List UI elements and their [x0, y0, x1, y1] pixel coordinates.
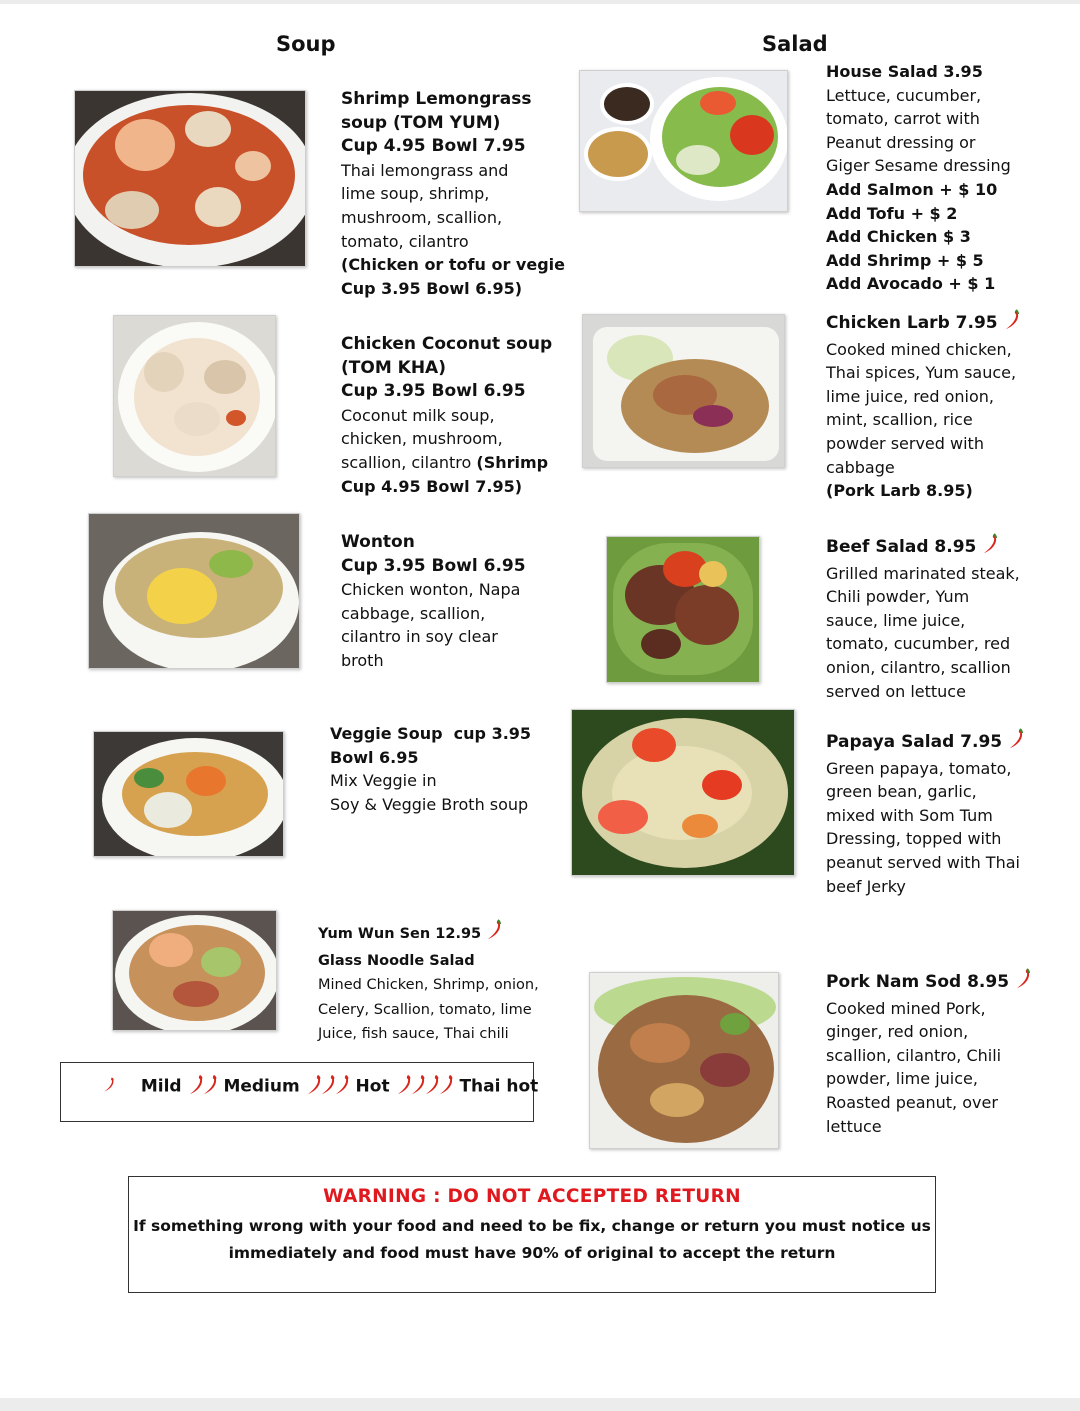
item-note: (Chicken or tofu or vegie: [341, 255, 565, 275]
chili-pepper-icon: [103, 1076, 115, 1097]
menu-item-papaya-salad: [826, 727, 1024, 898]
item-price: Cup 3.95 Bowl 6.95: [341, 555, 526, 576]
menu-item-wonton: [341, 531, 526, 673]
top-border-strip: [0, 0, 1080, 4]
menu-item-house-salad: [826, 60, 1011, 296]
item-desc-line: Cooked mined Pork,: [826, 998, 986, 1018]
item-addon: Add Shrimp + $ 5: [826, 250, 984, 270]
item-note: Cup 3.95 Bowl 6.95): [341, 278, 523, 298]
tom-kha-photo: [113, 315, 276, 477]
legend-medium: Medium: [223, 1076, 300, 1097]
item-desc-line: green bean, garlic,: [826, 782, 977, 802]
veggie-soup-photo: [93, 731, 284, 857]
item-desc-line: tomato, carrot with: [826, 109, 980, 129]
menu-item-pork-nam-sod: [826, 967, 1031, 1138]
item-desc-line: Cooked mined chicken,: [826, 339, 1012, 359]
item-desc-line: cilantro in soy clear: [341, 627, 498, 647]
item-name-line2: (TOM KHA): [341, 357, 446, 378]
salad-section-title: Salad: [762, 32, 828, 56]
item-note: Cup 4.95 Bowl 7.95): [341, 476, 523, 496]
item-name: Chicken Larb 7.95: [826, 313, 998, 333]
item-desc-line: Thai spices, Yum sauce,: [826, 363, 1017, 383]
item-desc-line: scallion, cilantro: [341, 452, 472, 472]
item-note: (Pork Larb 8.95): [826, 481, 973, 501]
item-desc-line: broth: [341, 650, 384, 670]
item-desc-line: ginger, red onion,: [826, 1022, 969, 1042]
item-desc-line: Coconut milk soup,: [341, 405, 495, 425]
yum-wun-sen-photo: [112, 910, 277, 1031]
warning-title: WARNING : DO NOT ACCEPTED RETURN: [323, 1186, 741, 1207]
chili-pepper-icon: [1004, 308, 1020, 338]
item-desc-line: peanut served with Thai: [826, 852, 1020, 872]
item-desc-line: Lettuce, cucumber,: [826, 85, 982, 105]
menu-item-yum-wun-sen: [318, 918, 539, 1047]
item-addon: Add Chicken $ 3: [826, 227, 971, 247]
house-salad-photo: [579, 70, 788, 212]
item-desc-line: scallion, cilantro, Chili: [826, 1045, 1002, 1065]
chili-pepper-icon: [306, 1073, 350, 1100]
item-subtitle: Glass Noodle Salad: [318, 952, 475, 969]
legend-hot: Hot: [355, 1076, 390, 1097]
item-price: Bowl 6.95: [330, 747, 419, 767]
item-desc-line: Roasted peanut, over: [826, 1092, 998, 1112]
item-desc-line: Giger Sesame dressing: [826, 156, 1011, 176]
item-name: Veggie Soup cup 3.95: [330, 724, 532, 743]
chili-pepper-icon: [396, 1073, 454, 1100]
legend-mild: Mild: [140, 1076, 182, 1097]
item-desc-line: lettuce: [826, 1116, 882, 1136]
item-desc-line: Green papaya, tomato,: [826, 758, 1012, 778]
item-desc-line: Celery, Scallion, tomato, lime: [318, 1001, 532, 1018]
chili-pepper-icon: [486, 918, 502, 949]
item-desc-line: powder served with: [826, 433, 984, 453]
item-desc-line: mixed with Som Tum: [826, 805, 993, 825]
item-name: Chicken Coconut soup: [341, 334, 553, 354]
item-desc-line: Soy & Veggie Broth soup: [330, 794, 529, 814]
warning-text-line: immediately and food must have 90% of original to accept the return: [228, 1244, 836, 1262]
item-desc-line: Dressing, topped with: [826, 829, 1002, 849]
item-note: (Shrimp: [476, 452, 549, 472]
item-desc-line: Mined Chicken, Shrimp, onion,: [318, 977, 539, 993]
item-desc-line: served on lettuce: [826, 681, 966, 701]
item-desc-line: Grilled marinated steak,: [826, 563, 1020, 583]
spice-level-legend: [60, 1062, 539, 1122]
return-warning-box: [128, 1176, 936, 1293]
menu-item-tom-kha: [341, 333, 552, 498]
item-desc-line: Peanut dressing or: [826, 132, 976, 152]
papaya-salad-photo: [571, 709, 795, 876]
item-desc-line: tomato, cilantro: [341, 231, 469, 251]
item-desc-line: Juice, fish sauce, Thai chili: [318, 1026, 509, 1042]
item-desc-line: Chicken wonton, Napa: [341, 580, 521, 600]
item-addon: Add Tofu + $ 2: [826, 203, 958, 223]
item-desc-line: lime soup, shrimp,: [341, 184, 490, 204]
item-addon: Add Avocado + $ 1: [826, 274, 996, 294]
chili-pepper-icon: [982, 532, 998, 562]
item-desc-line: Chili powder, Yum: [826, 587, 970, 607]
chili-pepper-icon: [1008, 727, 1024, 757]
item-desc-line: mint, scallion, rice: [826, 410, 973, 430]
soup-section-title: Soup: [276, 32, 336, 56]
pork-nam-sod-photo: [589, 972, 779, 1149]
item-desc-line: mushroom, scallion,: [341, 207, 503, 227]
item-desc-line: lime juice, red onion,: [826, 386, 994, 406]
beef-salad-photo: [606, 536, 760, 683]
wonton-soup-photo: [88, 513, 300, 669]
item-name: Papaya Salad 7.95: [826, 732, 1003, 752]
item-name: Wonton: [341, 532, 415, 552]
bottom-border-strip: [0, 1398, 1080, 1411]
item-desc-line: cabbage, scallion,: [341, 603, 486, 623]
item-price: Cup 3.95 Bowl 6.95: [341, 381, 526, 402]
item-name: Beef Salad 8.95: [826, 537, 977, 557]
item-desc-line: Mix Veggie in: [330, 771, 437, 791]
item-desc-line: chicken, mushroom,: [341, 429, 503, 449]
item-desc-line: powder, lime juice,: [826, 1069, 978, 1089]
item-name: Pork Nam Sod 8.95: [826, 972, 1010, 992]
legend-thai-hot: Thai hot: [459, 1076, 539, 1097]
chili-pepper-icon: [188, 1073, 218, 1100]
item-price: Cup 4.95 Bowl 7.95: [341, 136, 526, 157]
item-name: House Salad 3.95: [826, 62, 983, 81]
item-desc-line: sauce, lime juice,: [826, 610, 966, 630]
item-desc-line: beef Jerky: [826, 876, 906, 896]
menu-item-beef-salad: [826, 532, 1020, 703]
item-desc-line: cabbage: [826, 457, 895, 477]
chili-pepper-icon: [1015, 967, 1031, 997]
item-name: Shrimp Lemongrass: [341, 89, 532, 109]
warning-text-line: If something wrong with your food and need to be fix, change or return you must notice us: [133, 1217, 931, 1235]
item-desc-line: onion, cilantro, scallion: [826, 657, 1011, 677]
chicken-larb-photo: [582, 314, 785, 468]
menu-item-tom-yum: [341, 88, 565, 300]
item-addon: Add Salmon + $ 10: [826, 179, 998, 199]
item-name-line2: soup (TOM YUM): [341, 112, 501, 133]
tom-yum-photo: [74, 90, 306, 267]
item-name: Yum Wun Sen 12.95: [318, 926, 482, 942]
menu-item-veggie-soup: [330, 722, 531, 816]
item-desc-line: Thai lemongrass and: [341, 160, 509, 180]
menu-item-chicken-larb: [826, 308, 1020, 503]
item-desc-line: tomato, cucumber, red: [826, 634, 1011, 654]
